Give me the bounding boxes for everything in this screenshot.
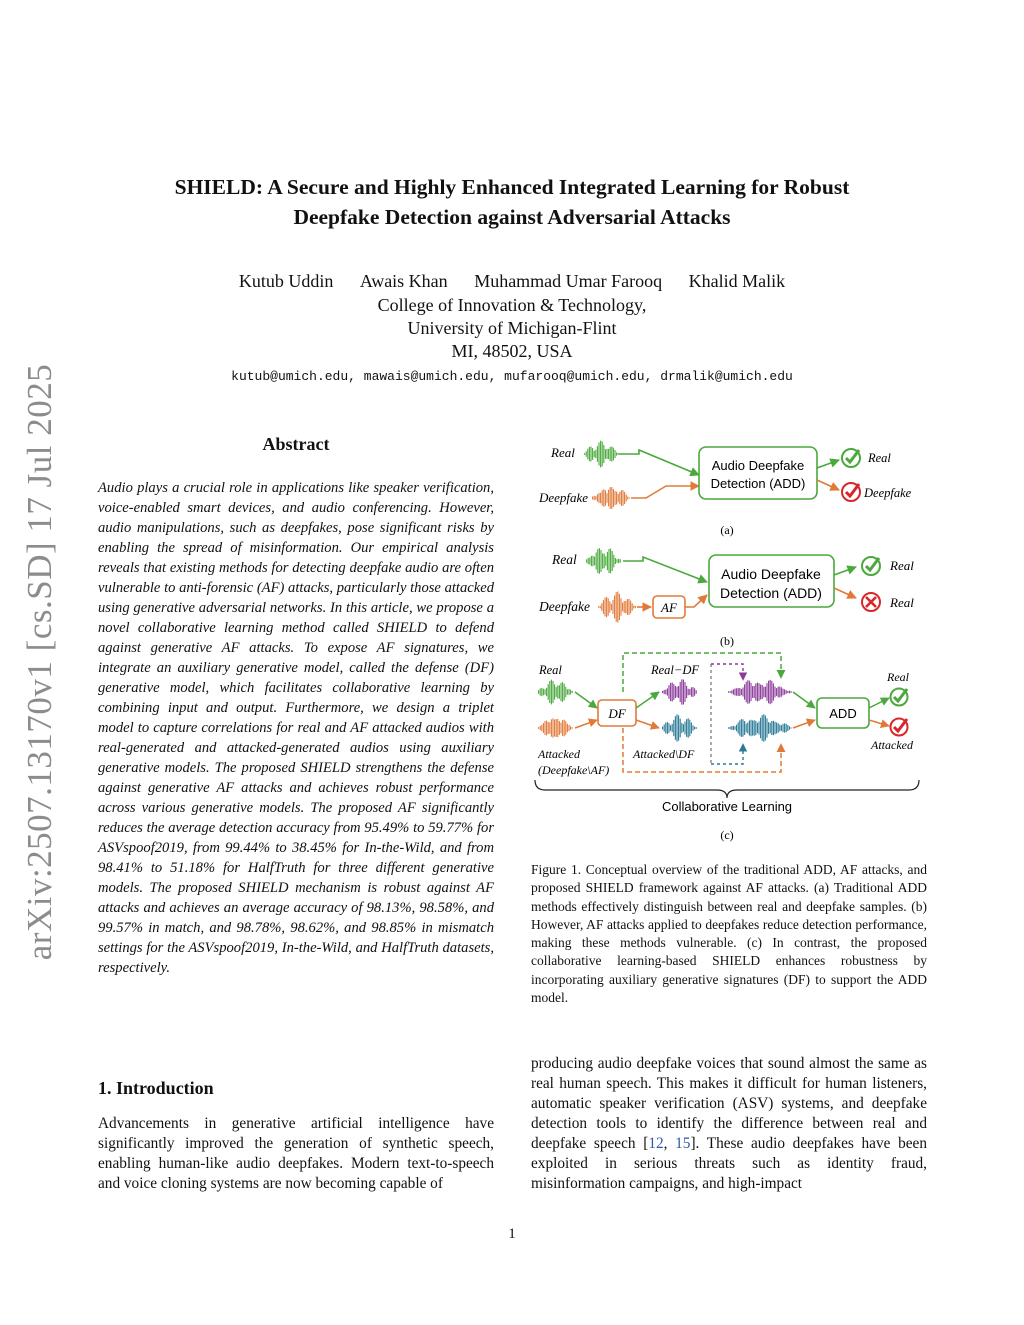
arrow-add-to-real-fooled-b <box>834 588 856 598</box>
author-emails: kutub@umich.edu, mawais@umich.edu, mufarooq@umich.edu, drmalik@umich.edu <box>231 369 793 384</box>
dashed-teal <box>711 744 743 764</box>
check-icon <box>862 557 880 575</box>
add-label-c: ADD <box>829 706 857 721</box>
df-label: DF <box>608 706 626 721</box>
author-1: Kutub Uddin <box>238 271 334 291</box>
figure-1-caption: Figure 1. Conceptual overview of the traditional ADD, AF attacks, and proposed SHIELD framework against AF attacks. (a) Traditional ADD methods effectively distinguish between real and deepfake samples. (b) However, AF attacks applied to deepfakes reduce detection performance, making these methods vulnerable. (c) In contrast, the proposed collaborative learning-based SHIELD enhances robustness by incorporating auxiliary generative signatures (DF) to support the ADD model. <box>531 862 927 1006</box>
body-text-part-2: ]. These audio deepfakes have been exploited in serious threats such as identity fraud, misinformation campaigns, and high-impact <box>531 1135 927 1192</box>
affiliation-line-3: MI, 48502, USA <box>451 341 573 361</box>
waveform-deepfake-b <box>597 592 635 623</box>
arrow-to-add-c-top <box>793 692 815 708</box>
author-2: Awais Khan <box>359 271 448 291</box>
check-icon <box>891 689 908 706</box>
output-deepfake-a: Deepfake <box>864 486 912 500</box>
subfigure-label-c: (c) <box>720 828 734 842</box>
label-real-a: Real <box>551 445 575 460</box>
arrow-df-to-real-df <box>636 692 659 708</box>
waveform-combined-attacked <box>727 714 791 741</box>
waveform-real-b <box>585 548 620 574</box>
output-real-a: Real <box>868 451 891 465</box>
arrow-df-to-attacked-df <box>636 720 659 728</box>
author-list <box>150 270 874 292</box>
label-real-minus-df: Real−DF <box>651 663 700 677</box>
waveform-combined-real <box>727 680 791 704</box>
waveform-real-a <box>583 441 618 468</box>
citation-link-12[interactable]: 12 <box>648 1135 664 1152</box>
right-column-text <box>531 1054 927 1194</box>
check-icon <box>891 719 908 736</box>
label-deepfake-a: Deepfake <box>539 490 589 505</box>
arrow-deepfake-to-add-a <box>631 486 699 498</box>
introduction-text: Advancements in generative artificial intelligence have significantly improved the generation of synthetic speech, enabling human-like audio deepfakes. Modern text-to-speech and voice cloning systems are now becoming capable of <box>98 1115 494 1192</box>
add-label-line1-a: Audio Deepfake <box>711 458 805 473</box>
arrow-add-to-deepfake-a <box>817 480 839 490</box>
output-real-b: Real <box>890 558 914 573</box>
abstract-text: Audio plays a crucial role in applications like speaker verification, voice-enabled smart devices, and audio conferencing. However, audio manipulations, such as deepfakes, pose significant risks by enabling the spread of misinformation. Our empirical analysis reveals that existing methods for detecting deepfake audio are often vulnerable to anti-forensic (AF) attacks, particularly those attacked using generative adversarial networks. In this article, we propose a novel collaborative learning method called SHIELD to defend against generative AF attacks. To expose AF signatures, we integrate an auxiliary generative model, called the defense (DF) generative model, which facilitates collaborative learning by combining input and output. Furthermore, we design a triplet model to capture correlations for real and AF attacked audios with real-generated and attacked-generated audios using auxiliary generative models. The proposed SHIELD strengthens the defense against generative AF attacks and achieves robust performance across various generative models. The proposed AF significantly reduces the average detection accuracy from 95.49% to 59.77% for ASVspoof2019, from 99.44% to 38.45% for In-the-Wild, and from 98.41% to 51.18% for HalfTruth for three different generative models. The proposed SHIELD mechanism is robust against AF attacks and achieves an average accuracy of 98.13%, 98.58%, and 99.57% in match, and 98.78%, 98.62%, and 98.85% in mismatch settings for the ASVspoof2019, In-the-Wild, and HalfTruth datasets, respectively. <box>98 480 494 976</box>
arrow-real-to-add-b <box>623 557 707 582</box>
affiliation-line-2: University of Michigan-Flint <box>407 318 617 338</box>
label-attacked-minus-df: Attacked\DF <box>633 747 695 761</box>
add-label-line2-b: Detection (ADD) <box>720 585 822 601</box>
label-attacked: Attacked <box>538 747 580 761</box>
waveform-real-df <box>661 679 696 704</box>
subfigure-label-b: (b) <box>720 634 734 648</box>
arrow-add-to-attacked-c <box>869 720 889 726</box>
author-3: Muhammad Umar Farooq <box>474 271 663 291</box>
arxiv-side-stamp: arXiv:2507.13170v1 [cs.SD] 17 Jul 2025 <box>20 363 59 961</box>
arrow-to-add-c-bottom <box>793 720 815 728</box>
citation-separator: , <box>663 1135 676 1152</box>
arrow-attacked-to-df <box>575 720 597 728</box>
collaborative-learning-label: Collaborative Learning <box>661 799 793 814</box>
subfigure-label-a: (a) <box>720 523 734 537</box>
label-real-c: Real <box>539 663 562 677</box>
arrow-af-to-add-b <box>685 595 707 607</box>
cross-icon <box>862 593 880 611</box>
body-text-part-1: producing audio deepfake voices that sound almost the same as real human speech. This makes it difficult for human listeners, automatic speaker verification (ASV) systems, and deepfake detection tools to identify the difference between real and deepfake speech [ <box>531 1055 927 1152</box>
arrow-add-to-real-a <box>817 460 839 468</box>
add-label-line2-a: Detection (ADD) <box>710 476 806 491</box>
label-deepfake-af: (Deepfake\AF) <box>538 763 610 777</box>
arrow-real-to-df <box>575 692 597 708</box>
title-line-1: SHIELD: A Secure and Highly Enhanced Integrated Learning for Robust <box>174 175 850 199</box>
output-attacked-c: Attacked <box>871 738 913 752</box>
waveform-attacked-c <box>537 718 572 737</box>
figure-1-diagram <box>531 430 931 850</box>
label-deepfake-b: Deepfake <box>539 599 590 614</box>
dashed-purple <box>711 664 743 680</box>
page-number: 1 <box>508 1226 516 1242</box>
author-4: Khalid Malik <box>688 271 786 291</box>
waveform-deepfake-a <box>591 487 629 509</box>
collaborative-brace <box>535 780 919 798</box>
af-label: AF <box>661 600 677 615</box>
add-label-line1-b: Audio Deepfake <box>721 566 821 582</box>
affiliation-line-1: College of Innovation & Technology, <box>377 295 647 315</box>
abstract-heading: Abstract <box>262 434 330 454</box>
arrow-add-to-real-c <box>869 698 889 708</box>
label-real-b: Real <box>552 552 577 567</box>
title-line-2: Deepfake Detection against Adversarial Attacks <box>293 205 731 229</box>
arrow-real-to-add-a <box>619 450 699 475</box>
waveform-attacked-df <box>661 714 696 741</box>
section-heading-introduction: 1. Introduction <box>98 1078 214 1098</box>
citation-link-15[interactable]: 15 <box>675 1135 691 1152</box>
paper-title <box>110 172 914 232</box>
add-box-a <box>699 447 817 499</box>
check-icon <box>842 449 860 467</box>
output-real-fooled-b: Real <box>890 595 914 610</box>
output-real-c: Real <box>887 670 909 684</box>
check-icon <box>842 483 860 501</box>
arrow-add-to-real-b <box>834 567 856 575</box>
waveform-real-c <box>537 680 572 705</box>
